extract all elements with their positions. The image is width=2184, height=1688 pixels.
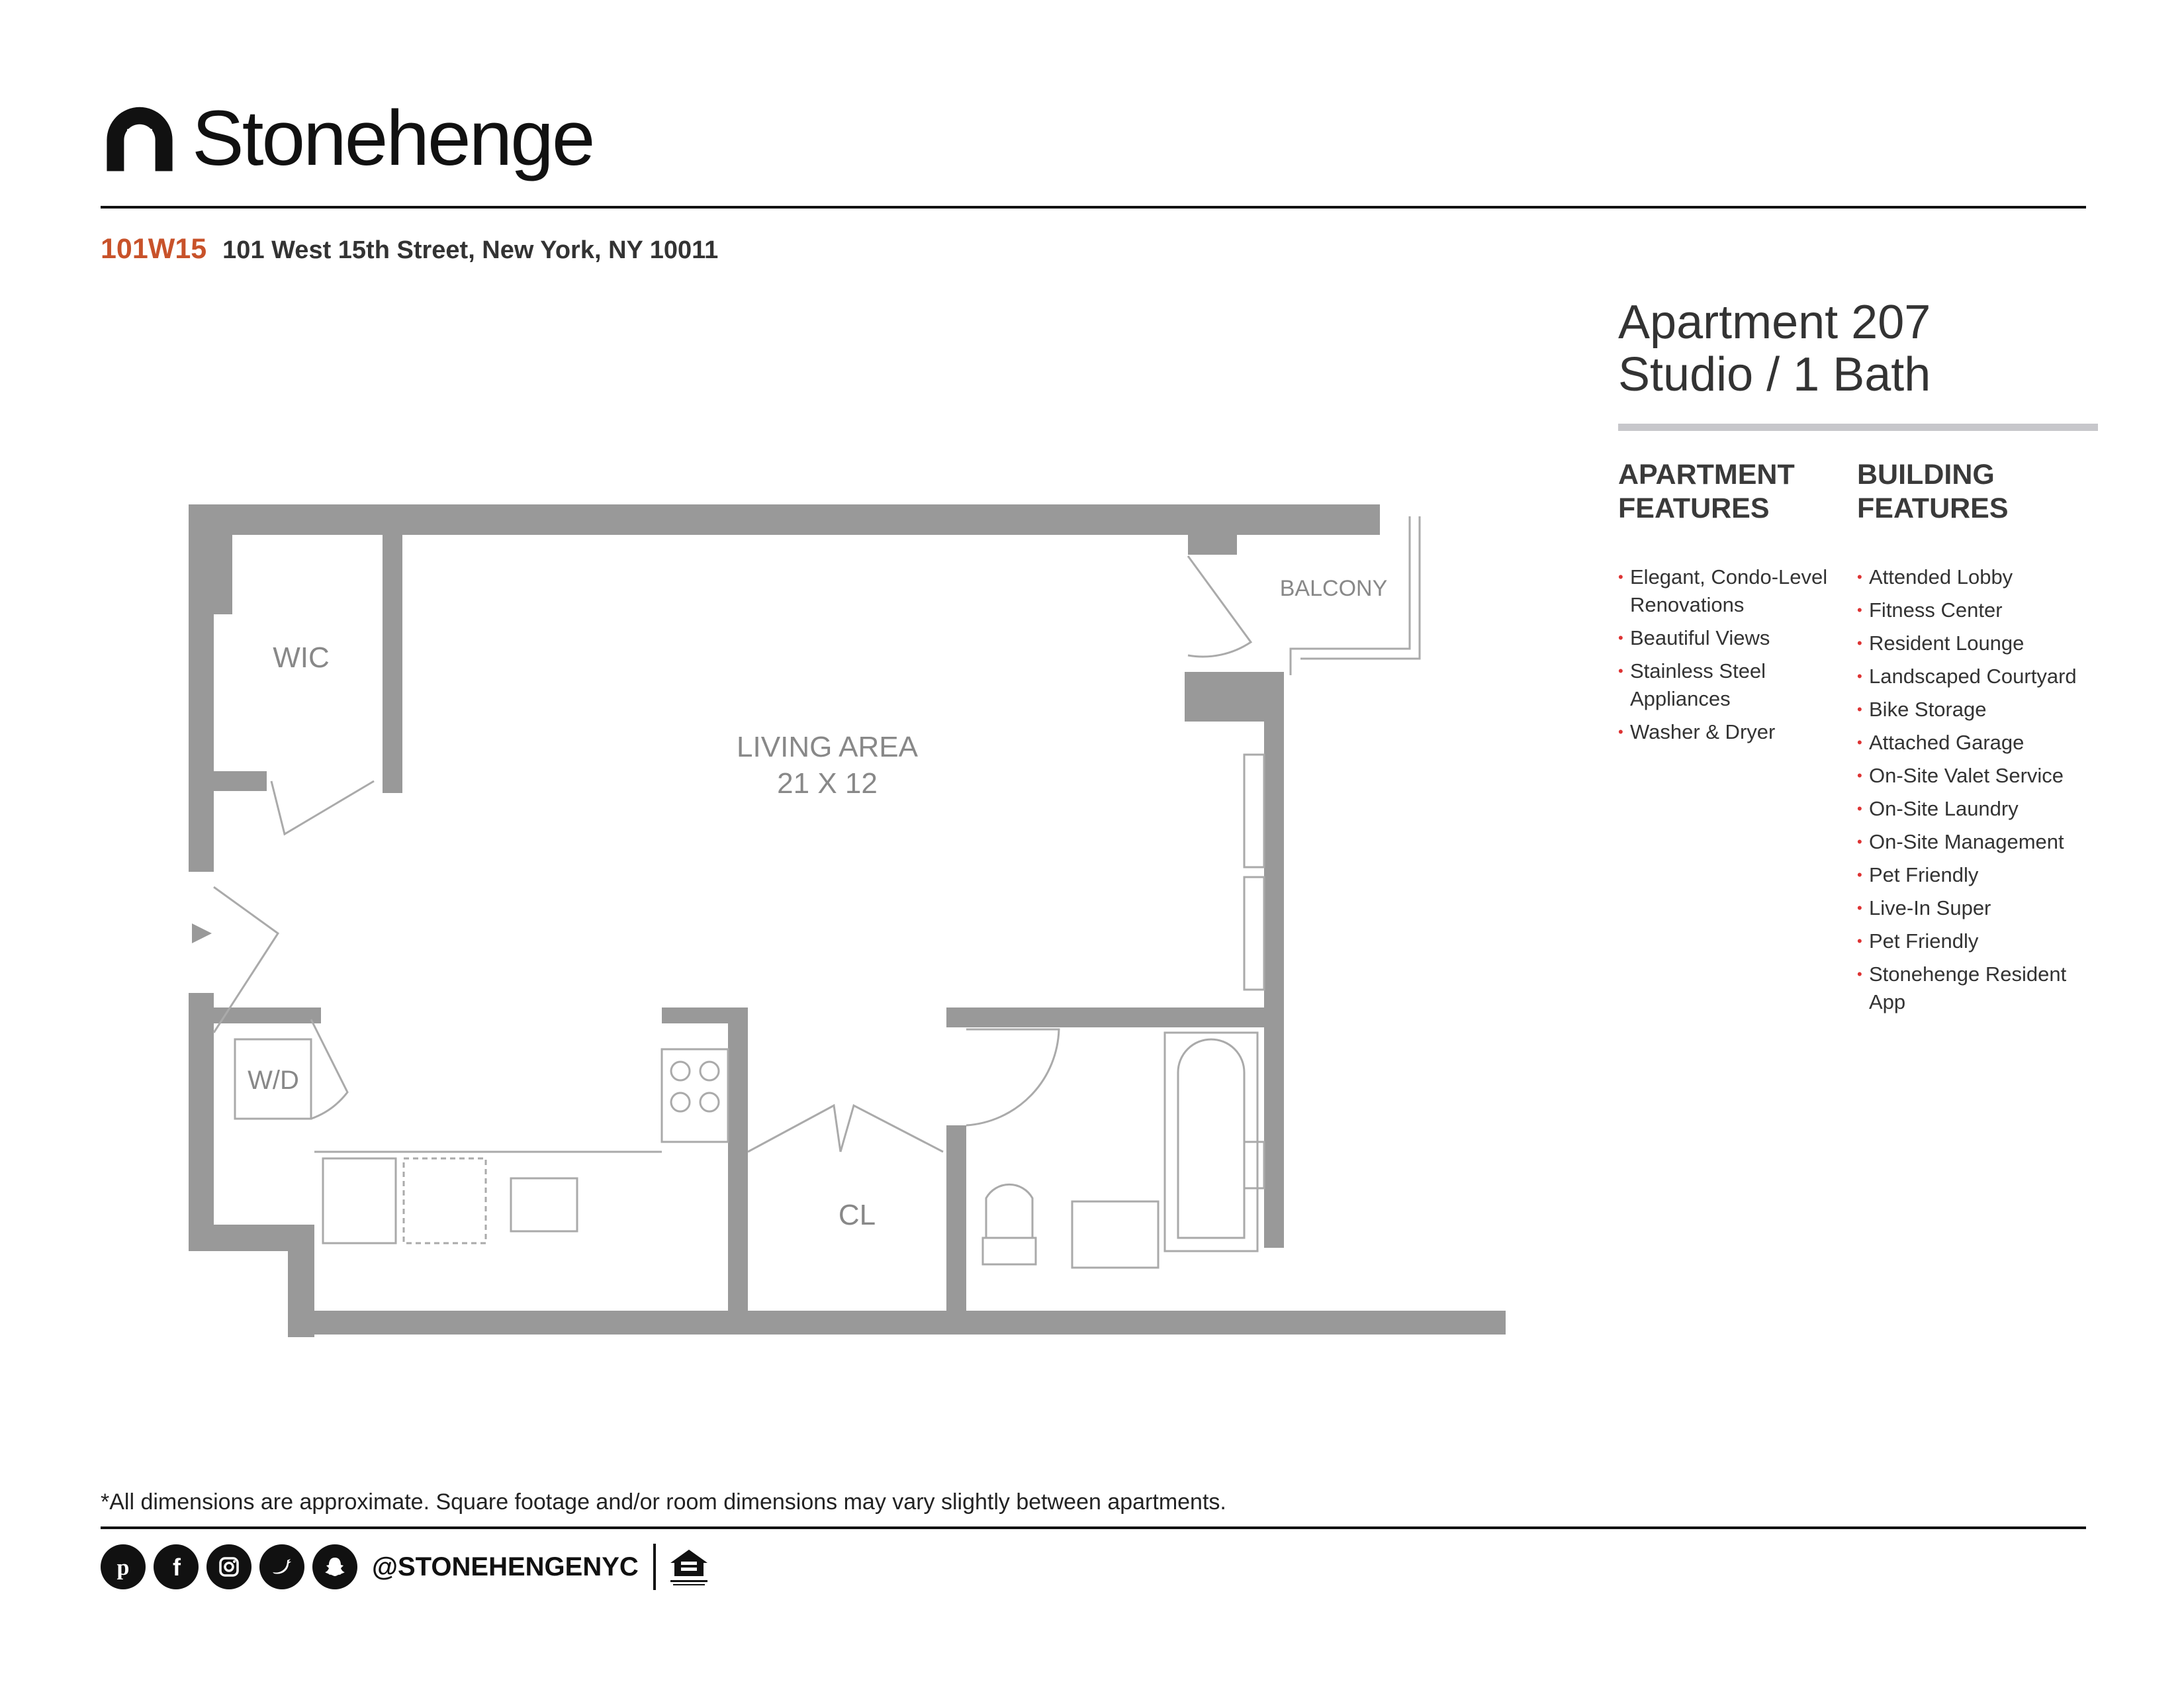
- brand-logo: [101, 95, 594, 182]
- heading-line: FEATURES: [1618, 492, 1770, 524]
- wall-wic: [383, 535, 402, 793]
- list-item: • On-Site Laundry: [1857, 795, 2095, 823]
- kitchen-sink: [511, 1178, 577, 1231]
- wall-top: [189, 504, 1380, 535]
- header-rule: [101, 206, 2086, 209]
- wall-segment: [662, 1008, 728, 1023]
- heading-line: APARTMENT: [1618, 459, 1795, 491]
- wall-segment: [728, 1008, 748, 1332]
- burner: [700, 1062, 719, 1080]
- list-item: • Stonehenge Resident App: [1857, 961, 2095, 1016]
- wall-segment: [189, 1008, 321, 1023]
- list-item: • On-Site Valet Service: [1857, 762, 2095, 790]
- pinterest-icon[interactable]: [101, 1544, 146, 1589]
- list-item: • Live-In Super: [1857, 894, 2095, 922]
- wic-door: [271, 781, 374, 834]
- list-item: • On-Site Management: [1857, 828, 2095, 856]
- window: [1244, 1142, 1264, 1188]
- twitter-icon[interactable]: [259, 1544, 304, 1589]
- wall-segment: [214, 535, 232, 614]
- list-item: • Attached Garage: [1857, 729, 2095, 757]
- list-item: • Bike Storage: [1857, 696, 2095, 724]
- burner: [671, 1093, 690, 1111]
- bath-door: [966, 1029, 1059, 1125]
- building-address: 101 West 15th Street, New York, NY 10011: [222, 236, 719, 264]
- wall-segment: [946, 1125, 966, 1331]
- balcony-door: [1188, 556, 1251, 657]
- list-item: • Landscaped Courtyard: [1857, 663, 2095, 690]
- tub-basin: [1178, 1039, 1244, 1238]
- apartment-features-heading: [1618, 458, 1856, 525]
- apartment-features: [1618, 458, 1856, 751]
- stonehenge-logo-icon: [101, 99, 179, 177]
- wall-left-upper: [189, 504, 214, 872]
- brand-name: Stonehenge: [192, 95, 594, 182]
- toilet-tank: [983, 1238, 1036, 1264]
- room-label-wic: WIC: [273, 641, 330, 674]
- list-item: • Washer & Dryer: [1618, 718, 1856, 746]
- bath-sink: [1072, 1201, 1158, 1268]
- heading-line: FEATURES: [1857, 492, 2009, 524]
- unit-title-rule: [1618, 424, 2098, 431]
- toilet-bowl: [986, 1184, 1032, 1238]
- heading-line: BUILDING: [1857, 459, 1995, 491]
- burner: [671, 1062, 690, 1080]
- list-item: • Pet Friendly: [1857, 927, 2095, 955]
- social-handle[interactable]: @STONEHENGENYC: [372, 1552, 639, 1581]
- stove: [662, 1049, 728, 1142]
- svg-text:p: p: [116, 1556, 130, 1580]
- building-code: 101W15: [101, 233, 207, 265]
- list-item: • Resident Lounge: [1857, 630, 2095, 657]
- list-item: • Beautiful Views: [1618, 624, 1856, 652]
- list-item: • Attended Lobby: [1857, 563, 2095, 591]
- address-line: [101, 233, 718, 265]
- closet-door: [841, 1105, 943, 1152]
- unit-title: [1618, 297, 1931, 401]
- building-features-list: [1857, 563, 2095, 1016]
- wd-door: [311, 1019, 347, 1119]
- room-label-living: LIVING AREA: [737, 731, 918, 763]
- list-item: • Pet Friendly: [1857, 861, 2095, 889]
- unit-type: Studio / 1 Bath: [1618, 348, 1931, 402]
- wall-bottom: [288, 1311, 1506, 1335]
- floor-plan: [172, 490, 1388, 1271]
- list-item: • Fitness Center: [1857, 596, 2095, 624]
- disclaimer: *All dimensions are approximate. Square footage and/or room dimensions may vary slightly between apartments.: [101, 1489, 1226, 1515]
- room-label-closet: CL: [838, 1199, 876, 1231]
- snapchat-icon[interactable]: [312, 1544, 357, 1589]
- list-item: • Stainless Steel Appliances: [1618, 657, 1856, 713]
- wall-segment: [946, 1008, 1264, 1027]
- svg-text:f: f: [173, 1554, 181, 1581]
- wall-left-lower: [189, 993, 214, 1251]
- room-label-living-dims: 21 X 12: [777, 767, 878, 800]
- footer-rule: [101, 1526, 2086, 1529]
- building-features-heading: [1857, 458, 2095, 525]
- equal-housing-opportunity-icon: [668, 1546, 710, 1588]
- window: [1244, 755, 1264, 867]
- wall-right: [1264, 672, 1284, 1248]
- social-bar: [101, 1542, 710, 1591]
- window: [1244, 877, 1264, 990]
- list-item: • Elegant, Condo-Level Renovations: [1618, 563, 1856, 619]
- wall-segment: [214, 771, 267, 791]
- footer-divider: [653, 1544, 656, 1590]
- wall-segment: [1188, 535, 1237, 555]
- facebook-icon[interactable]: [154, 1544, 199, 1589]
- apartment-features-list: [1618, 563, 1856, 746]
- burner: [700, 1093, 719, 1111]
- cooktop-area: [404, 1158, 486, 1243]
- entry-arrow-icon: [192, 923, 212, 943]
- dishwasher: [323, 1158, 396, 1243]
- room-label-wd: W/D: [248, 1066, 299, 1095]
- instagram-icon[interactable]: [206, 1544, 251, 1589]
- room-label-balcony: BALCONY: [1279, 576, 1388, 601]
- closet-door: [748, 1105, 841, 1152]
- unit-name: Apartment 207: [1618, 296, 1931, 349]
- building-features: [1857, 458, 2095, 1021]
